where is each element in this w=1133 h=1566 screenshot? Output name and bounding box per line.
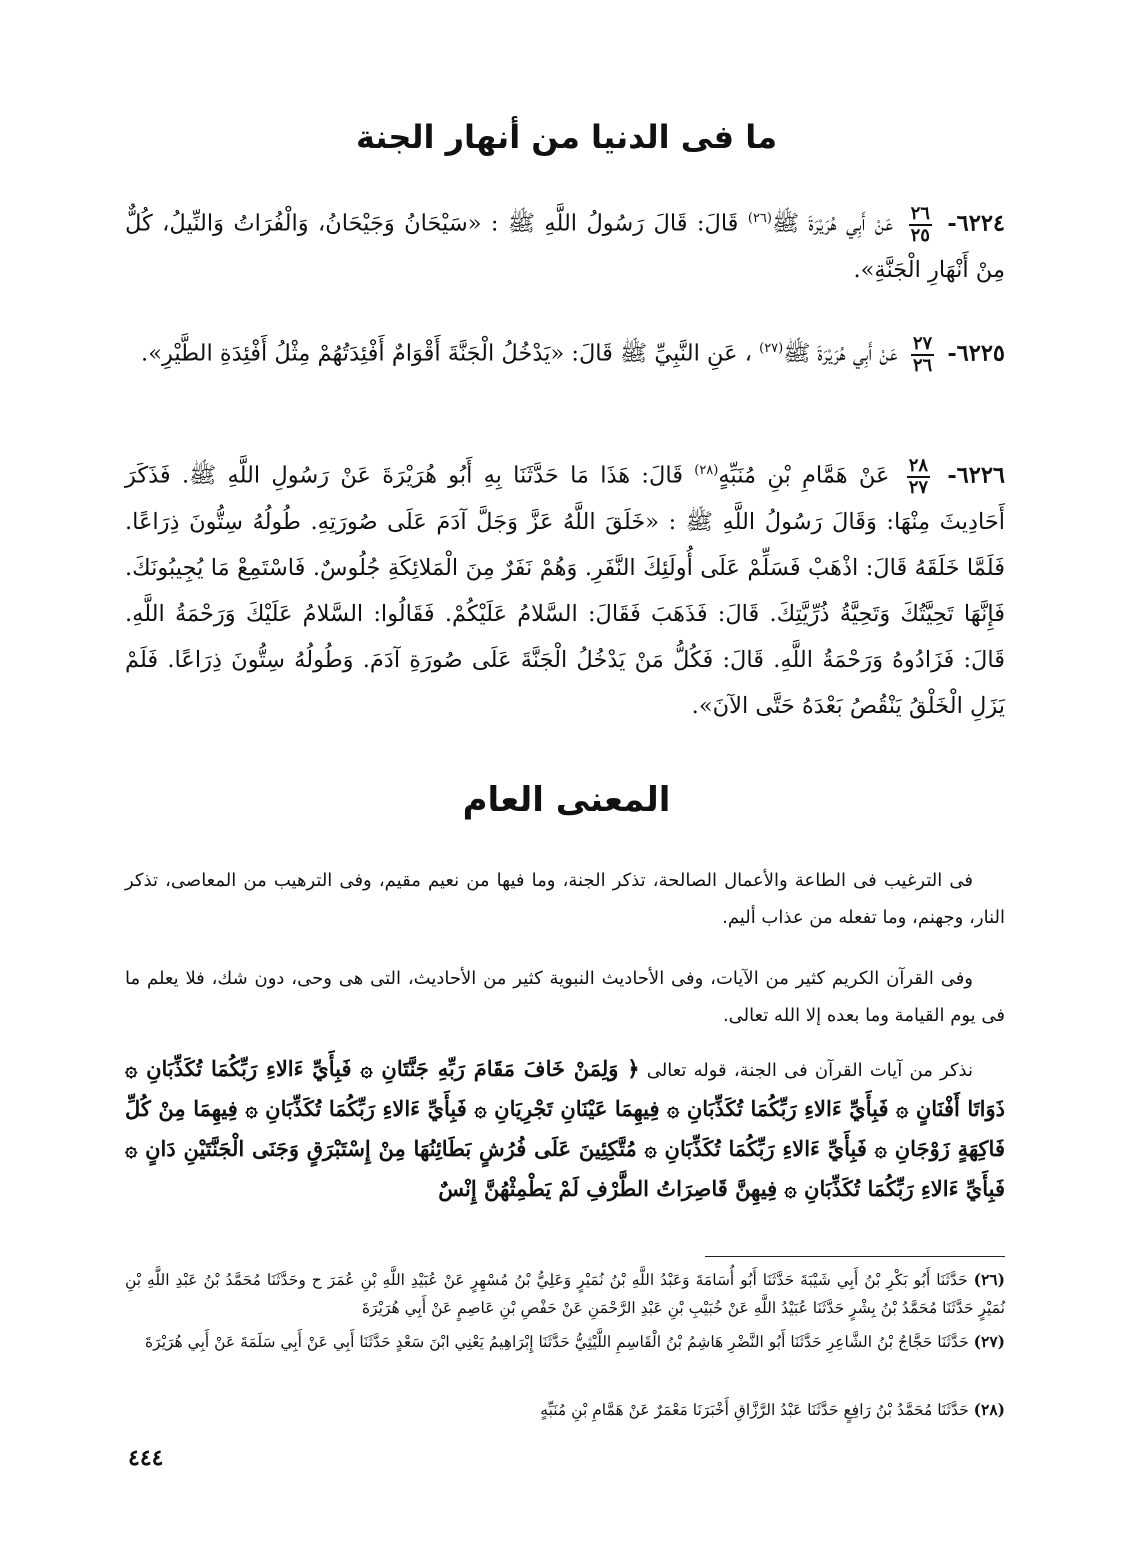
footnote-ref: (٢٦) — [747, 211, 772, 226]
footnote-ref: (٢٨) — [694, 463, 719, 478]
hadith-6224 — [125, 196, 1005, 293]
hadith-number: ٦٢٢٤- — [947, 210, 1005, 237]
paragraph-3 — [125, 1050, 1005, 1210]
hadith-text: قَالَ: هَذَا مَا حَدَّثَنَا بِهِ أَبُو هُرَيْرَةَ عَنْ رَسُولِ اللَّهِ ﷺ. فَذَكَرَ أَحَادِيثَ مِنْهَا: وَقَالَ رَسُولُ اللَّهِ ﷺ : «خَلَقَ اللَّهُ عَزَّ وَجَلَّ آدَمَ عَلَى صُورَتِهِ. طُولُهُ سِتُّونَ ذِرَاعًا. فَلَمَّا خَلَقَهُ قَالَ: اذْهَبْ فَسَلِّمْ عَلَى أُولَئِكَ النَّفَرِ. وَهُمْ نَفَرٌ مِنَ الْمَلائِكَةِ جُلُوسٌ. فَاسْتَمِعْ مَا يُجِيبُونَكَ. فَإِنَّهَا تَحِيَّتُكَ وَتَحِيَّةُ ذُرِّيَّتِكَ. قَالَ: فَذَهَبَ فَقَالَ: السَّلامُ عَلَيْكُمْ. فَقَالُوا: السَّلامُ عَلَيْكَ وَرَحْمَةُ اللَّهِ. قَالَ: فَزَادُوهُ وَرَحْمَةُ اللَّهِ. قَالَ: فَكُلُّ مَنْ يَدْخُلُ الْجَنَّةَ عَلَى صُورَةِ آدَمَ. وَطُولُهُ سِتُّونَ ذِرَاعًا. فَلَمْ يَزَلِ الْخَلْقُ يَنْقُصُ بَعْدَهُ حَتَّى الآنَ». — [125, 462, 1005, 719]
hadith-narrator: عَنْ أَبِي هُرَيْرَةَ ﷺ — [771, 210, 894, 237]
paragraph-2: وفى القرآن الكريم كثير من الآيات، وفى الأحاديث النبوية كثير من الأحاديث، التى هى وحى، دون شك، فلا يعلم ما فى يوم القيامة وما بعده إلا الله تعالى. — [125, 968, 1005, 1026]
hadith-text: قَالَ: قَالَ رَسُولُ اللَّهِ ﷺ : «سَيْحَانُ وَجَيْحَانُ، وَالْفُرَاتُ وَالنِّيلُ، كُلٌّ مِنْ أَنْهَارِ الْجَنَّةِ». — [125, 210, 1005, 283]
footnote-27 — [125, 1328, 1005, 1356]
hadith-fraction — [911, 334, 934, 376]
footnote-text: حَدَّثَنَا مُحَمَّدُ بْنُ رَافِعٍ حَدَّثَنَا عَبْدُ الرَّزَّاقِ أَخْبَرَنَا مَعْمَرٌ عَنْ هَمَّامِ بْنِ مُنَبِّهٍ — [540, 1401, 969, 1419]
hadith-fraction — [909, 204, 932, 246]
hadith-number: ٦٢٢٦- — [947, 462, 1005, 489]
section-title: المعنى العام — [462, 780, 671, 820]
page-title: ما فى الدنيا من أنهار الجنة — [355, 118, 778, 156]
fraction-bottom: ٢٥ — [910, 224, 930, 246]
hadith-narrator: عَنْ هَمَّامِ بْنِ مُنَبِّهٍ — [718, 462, 890, 489]
hadith-fraction — [907, 456, 930, 498]
fraction-top: ٢٧ — [912, 332, 933, 354]
fraction-bottom: ٢٦ — [912, 354, 933, 376]
fraction-top: ٢٦ — [910, 202, 930, 224]
fraction-bottom: ٢٧ — [908, 476, 929, 498]
hadith-narrator: عَنْ أَبِي هُرَيْرَةَ ﷺ — [783, 340, 898, 367]
hadith-number: ٦٢٢٥- — [947, 340, 1005, 367]
footnote-label: (٢٨) — [973, 1400, 1005, 1419]
footnote-label: (٢٧) — [973, 1332, 1005, 1351]
footnote-ref: (٢٧) — [759, 341, 784, 356]
footnote-28 — [125, 1396, 1005, 1424]
paragraph-3-intro: نذكر من آيات القرآن فى الجنة، قوله تعالى — [646, 1060, 974, 1081]
hadith-6226 — [125, 448, 1005, 729]
footnote-text: حَدَّثَنَا حَجَّاجُ بْنُ الشَّاعِرِ حَدَّثَنَا أَبُو النَّضْرِ هَاشِمُ بْنُ الْقَاسِمِ اللَّيْثِيُّ حَدَّثَنَا إِبْرَاهِيمُ يَعْنِي ابْنَ سَعْدٍ حَدَّثَنَا أَبِي عَنْ أَبِي سَلَمَةَ عَنْ أَبِي هُرَيْرَةَ — [145, 1333, 969, 1351]
footnote-26 — [125, 1266, 1005, 1322]
hadith-text: ، عَنِ النَّبِيِّ ﷺ قَالَ: «يَدْخُلُ الْجَنَّةَ أَقْوَامٌ أَفْئِدَتُهُمْ مِثْلُ أَفْئِدَةِ الطَّيْرِ». — [141, 340, 752, 367]
fraction-top: ٢٨ — [908, 454, 929, 476]
hadith-6225 — [125, 326, 1005, 377]
footnote-label: (٢٦) — [973, 1270, 1005, 1289]
footnote-text: حَدَّثَنَا أَبُو بَكْرِ بْنُ أَبِي شَيْبَةَ حَدَّثَنَا أَبُو أُسَامَةَ وَعَبْدُ اللَّهِ بْنُ نُمَيْرٍ وَعَلِيُّ بْنُ مُسْهِرٍ عَنْ عُبَيْدِ اللَّهِ بْنِ عُمَرَ ح وحَدَّثَنَا مُحَمَّدُ بْنُ عَبْدِ اللَّهِ بْنِ نُمَيْرٍ حَدَّثَنَا مُحَمَّدُ بْنُ بِشْرٍ حَدَّثَنَا عُبَيْدُ اللَّهِ عَنْ خُبَيْبِ بْنِ عَبْدِ الرَّحْمَنِ عَنْ حَفْصِ بْنِ عَاصِمٍ عَنْ أَبِي هُرَيْرَةَ — [125, 1271, 1005, 1317]
paragraph-1: فى الترغيب فى الطاعة والأعمال الصالحة، تذكر الجنة، وما فيها من نعيم مقيم، وفى الترهيب من المعاصى، تذكر النار، وجهنم، وما تفعله من عذاب أليم. — [125, 870, 1005, 928]
footnote-divider — [705, 1256, 1005, 1257]
page-number: ٤٤٤ — [128, 1445, 164, 1471]
quran-verses: ﴿ وَلِمَنْ خَافَ مَقَامَ رَبِّهِ جَنَّتَانِ ۞ فَبِأَيِّ ءَالاءِ رَبِّكُمَا تُكَذِّبَانِ ۞ ذَوَاتَا أَفْنَانٍ ۞ فَبِأَيِّ ءَالاءِ رَبِّكُمَا تُكَذِّبَانِ ۞ فِيهِمَا عَيْنَانِ تَجْرِيَانِ ۞ فَبِأَيِّ ءَالاءِ رَبِّكُمَا تُكَذِّبَانِ ۞ فِيهِمَا مِنْ كُلِّ فَاكِهَةٍ زَوْجَانِ ۞ فَبِأَيِّ ءَالاءِ رَبِّكُمَا تُكَذِّبَانِ ۞ مُتَّكِئِينَ عَلَى فُرُشٍ بَطَائِنُهَا مِنْ إِسْتَبْرَقٍ وَجَنَى الْجَنَّتَيْنِ دَانٍ ۞ فَبِأَيِّ ءَالاءِ رَبِّكُمَا تُكَذِّبَانِ ۞ فِيهِنَّ قَاصِرَاتُ الطَّرْفِ لَمْ يَطْمِثْهُنَّ إِنْسٌ — [125, 1056, 1005, 1201]
